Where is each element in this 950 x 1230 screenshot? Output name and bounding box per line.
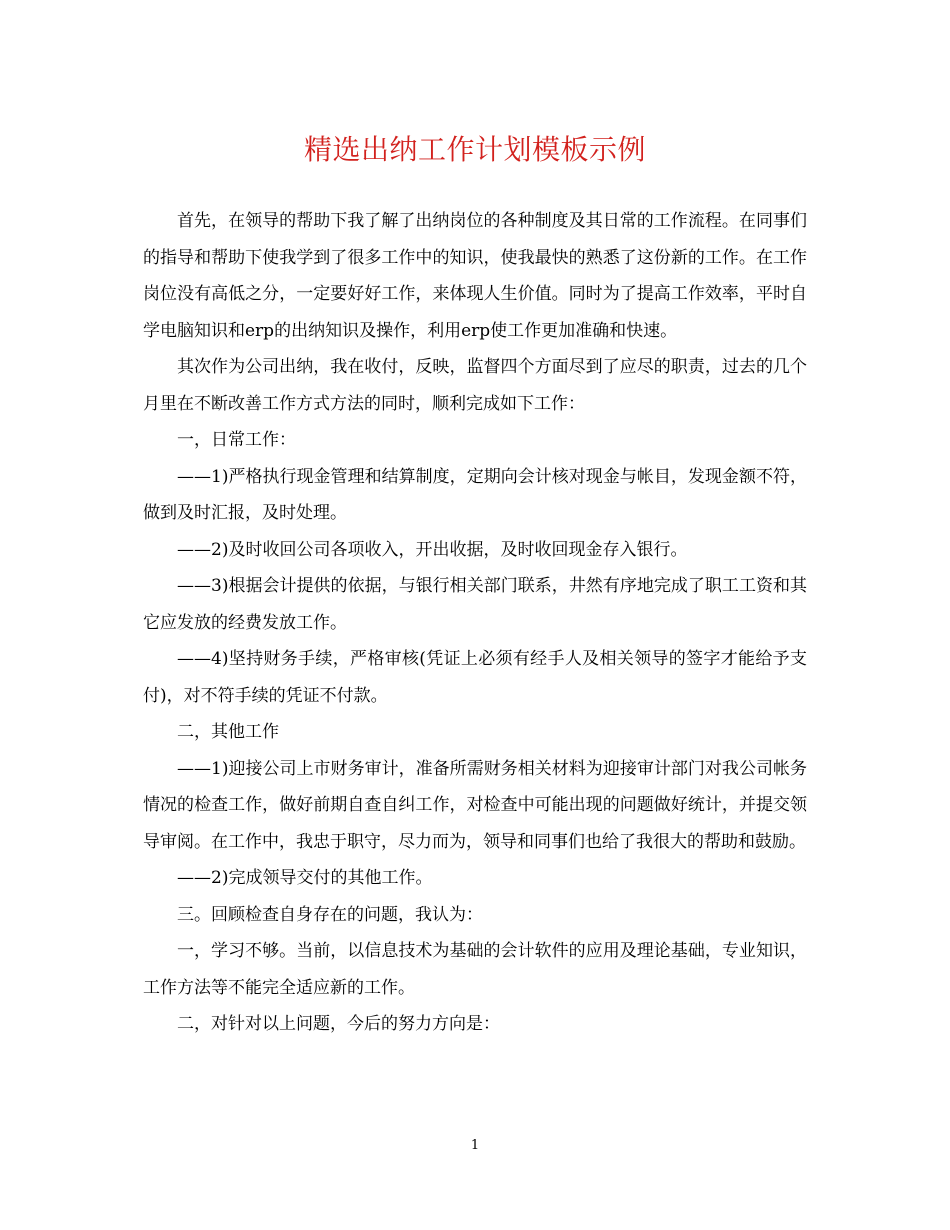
paragraph-intro: 首先，在领导的帮助下我了解了出纳岗位的各种制度及其日常的工作流程。在同事们的指导和帮助下使我学到了很多工作中的知识，使我最快的熟悉了这份新的工作。在工作岗位没有高低之分，一定要好好工作，来体现人生价值。同时为了提高工作效率，平时自学电脑知识和erp的出纳知识及操作，利用erp使工作更加准确和快速。 — [143, 211, 807, 341]
page-number: 1 — [470, 1138, 480, 1153]
heading-other-work: 二，其他工作 — [177, 722, 279, 742]
heading-review: 三。回顾检查自身存在的问题，我认为： — [177, 904, 483, 925]
paragraph-second: 其次作为公司出纳，我在收付，反映，监督四个方面尽到了应尽的职责，过去的几个月里在不断改善工作方式方法的同时，顺利完成如下工作： — [143, 357, 807, 414]
list-item-other-1: ——1)迎接公司上市财务审计，准备所需财务相关材料为迎接审计部门对我公司帐务情况的检查工作，做好前期自查自纠工作，对检查中可能出现的问题做好统计，并提交领导审阅。在工作中，我忠于职守，尽力而为，领导和同事们也给了我很大的帮助和鼓励。 — [143, 758, 807, 852]
list-item-daily-2: ——2)及时收回公司各项收入，开出收据，及时收回现金存入银行。 — [177, 539, 688, 560]
document-body — [143, 203, 807, 1043]
heading-daily-work: 一，日常工作： — [177, 430, 296, 450]
list-item-other-2: ——2)完成领导交付的其他工作。 — [177, 868, 433, 888]
list-item-daily-1: ——1)严格执行现金管理和结算制度，定期向会计核对现金与帐目，发现金额不符，做到及时汇报，及时处理。 — [143, 466, 807, 523]
list-item-daily-3: ——3)根据会计提供的依据，与银行相关部门联系，井然有序地完成了职工工资和其它应发放的经费发放工作。 — [143, 576, 807, 633]
document-title: 精选出纳工作计划模板示例 — [303, 133, 646, 166]
list-item-daily-4: ——4)坚持财务手续，严格审核(凭证上必须有经手人及相关领导的签字才能给予支付)，对不符手续的凭证不付款。 — [143, 649, 807, 706]
paragraph-review-2: 二，对针对以上问题，今后的努力方向是： — [177, 1014, 500, 1034]
paragraph-review-1: 一，学习不够。当前，以信息技术为基础的会计软件的应用及理论基础，专业知识，工作方法等不能完全适应新的工作。 — [143, 941, 807, 998]
